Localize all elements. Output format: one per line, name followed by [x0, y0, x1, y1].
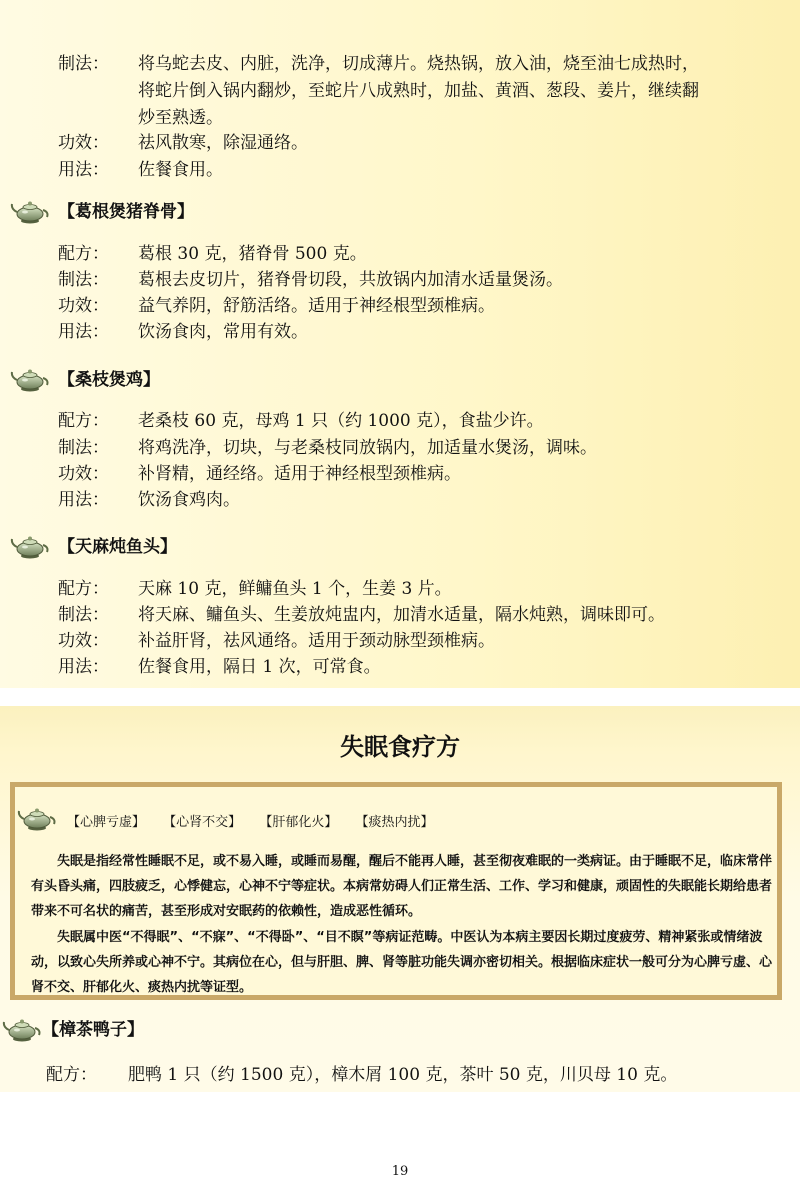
row-text: 天麻 10 克，鲜鳙鱼头 1 个，生姜 3 片。 [138, 579, 452, 599]
row-text: 葛根去皮切片，猪脊骨切段，共放锅内加清水适量煲汤。 [138, 270, 563, 290]
recipe-title: 【樟茶鸭子】 [42, 1020, 144, 1040]
teapot-icon [10, 200, 50, 224]
effect-text: 祛风散寒，除湿通络。 [138, 133, 308, 153]
row-label: 功效： [58, 631, 109, 651]
teapot-icon [2, 1018, 42, 1042]
tag-phlegm-heat: 【痰热内扰】 [355, 815, 434, 830]
row-label: 配方： [58, 579, 109, 599]
row-label: 制法： [58, 270, 109, 290]
row-text: 肥鸭 1 只（约 1500 克），樟木屑 100 克，茶叶 50 克，川贝母 10 克。 [128, 1065, 678, 1085]
tag-liver-fire: 【肝郁化火】 [259, 815, 338, 830]
teapot-icon [10, 535, 50, 559]
method-line-1: 将乌蛇去皮、内脏，洗净，切成薄片。烧热锅，放入油，烧至油七成热时， [138, 54, 699, 74]
row-label: 用法： [58, 322, 109, 342]
row-label: 配方： [58, 411, 109, 431]
intro-paragraph-1: 失眠是指经常性睡眠不足，或不易入睡，或睡而易醒，醒后不能再人睡，甚至彻夜难眠的一类病证。由于睡眠不足，临床常伴有头昏头痛，四肢疲乏，心悸健忘，心神不宁等症状。本病常妨碍人们正常生活、工作、学习和健康，顽固性的失眠能长期给患者带来不可名状的痛苦，甚至形成对安眠药的依赖性，造成恶性循环。 [31, 854, 773, 919]
row-text: 老桑枝 60 克，母鸡 1 只（约 1000 克），食盐少许。 [138, 411, 544, 431]
intro-box [10, 782, 782, 1000]
recipe-title: 【天麻炖鱼头】 [58, 537, 177, 557]
tag-heart-spleen: 【心脾亏虚】 [67, 815, 146, 830]
row-label: 配方： [58, 244, 109, 264]
teapot-icon [10, 368, 50, 392]
row-text: 饮汤食肉，常用有效。 [138, 322, 308, 342]
usage-label: 用法： [58, 160, 109, 180]
syndrome-tags [67, 811, 447, 830]
tag-heart-kidney: 【心肾不交】 [163, 815, 242, 830]
method-line-3: 炒至熟透。 [138, 108, 223, 128]
row-text: 益气养阴，舒筋活络。适用于神经根型颈椎病。 [138, 296, 495, 316]
method-line-2: 将蛇片倒入锅内翻炒，至蛇片八成熟时，加盐、黄酒、葱段、姜片，继续翻 [138, 81, 699, 101]
row-label: 制法： [58, 605, 109, 625]
row-label: 用法： [58, 657, 109, 677]
row-text: 佐餐食用，隔日 1 次，可常食。 [138, 657, 381, 677]
row-label: 功效： [58, 296, 109, 316]
teapot-icon [17, 807, 57, 831]
row-label: 配方： [46, 1065, 97, 1085]
row-label: 用法： [58, 490, 109, 510]
row-text: 补益肝肾，祛风通络。适用于颈动脉型颈椎病。 [138, 631, 495, 651]
row-text: 饮汤食鸡肉。 [138, 490, 240, 510]
usage-text: 佐餐食用。 [138, 160, 223, 180]
row-text: 葛根 30 克，猪脊骨 500 克。 [138, 244, 367, 264]
row-label: 制法： [58, 438, 109, 458]
method-label: 制法： [58, 54, 109, 74]
row-text: 补肾精，通经络。适用于神经根型颈椎病。 [138, 464, 461, 484]
page-number: 19 [391, 1164, 409, 1179]
recipe-title: 【桑枝煲鸡】 [58, 370, 160, 390]
recipe-title: 【葛根煲猪脊骨】 [58, 202, 194, 222]
row-label: 功效： [58, 464, 109, 484]
section-title: 失眠食疗方 [340, 733, 460, 761]
effect-label: 功效： [58, 133, 109, 153]
row-text: 将鸡洗净，切块，与老桑枝同放锅内，加适量水煲汤，调味。 [138, 438, 597, 458]
intro-paragraph-2: 失眠属中医“不得眠”、“不寐”、“不得卧”、“目不瞑”等病证范畴。中医认为本病主要因长期过度疲劳、精神紧张或情绪波动，以致心失所养或心神不宁。其病位在心，但与肝胆、脾、肾等脏功能失调亦密切相关。根据临床症状一般可分为心脾亏虚、心肾不交、肝郁化火、痰热内扰等证型。 [31, 930, 773, 995]
row-text: 将天麻、鳙鱼头、生姜放炖盅内，加清水适量，隔水炖熟，调味即可。 [138, 605, 665, 625]
